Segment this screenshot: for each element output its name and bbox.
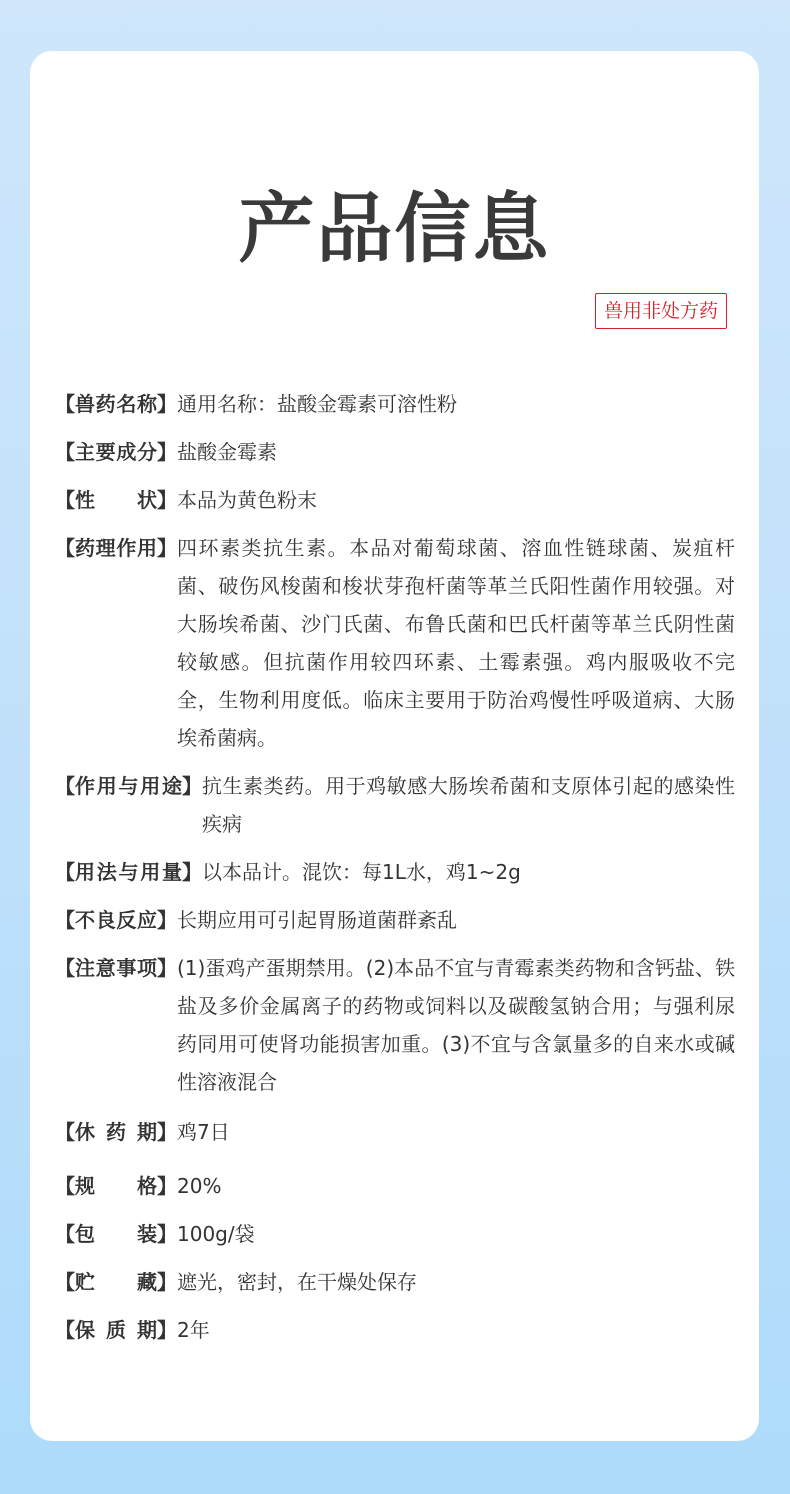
- info-row-withdrawal-period: [55, 1113, 735, 1151]
- info-label: 【不良反应】: [55, 908, 177, 932]
- info-row-specification: [55, 1167, 735, 1205]
- info-value: (1)蛋鸡产蛋期禁用。(2)本品不宜与青霉素类药物和含钙盐、铁盐及多价金属离子的药物或饲料以及碳酸氢钠合用；与强利尿药同用可使肾功能损害加重。(3)不宜与含氯量多的自来水或碱性溶液混合: [177, 956, 735, 1094]
- info-value: 以本品计。混饮：每1L水，鸡1~2g: [202, 860, 521, 884]
- info-value: 盐酸金霉素: [177, 440, 277, 464]
- info-row-appearance: [55, 481, 735, 519]
- info-value: 本品为黄色粉末: [177, 488, 317, 512]
- info-row-shelf-life: [55, 1311, 735, 1349]
- info-label: 【用法与用量】: [55, 860, 202, 884]
- info-row-drug-name: [55, 385, 735, 423]
- info-label: 【休 药 期】: [55, 1120, 177, 1144]
- page-title: 产品信息: [238, 184, 551, 273]
- product-info-card: [30, 51, 759, 1441]
- info-value: 通用名称：盐酸金霉素可溶性粉: [177, 392, 457, 416]
- info-list: [55, 385, 735, 1349]
- info-row-indications: [55, 767, 735, 843]
- info-label: 【药理作用】: [55, 536, 177, 560]
- info-value: 长期应用可引起胃肠道菌群紊乱: [177, 908, 457, 932]
- info-value: 20%: [177, 1174, 222, 1198]
- info-label: 【兽药名称】: [55, 392, 177, 416]
- info-label: 【保 质 期】: [55, 1318, 177, 1342]
- info-label: 【性 状】: [55, 488, 177, 512]
- info-value: 抗生素类药。用于鸡敏感大肠埃希菌和支原体引起的感染性疾病: [202, 774, 735, 836]
- info-label: 【包 装】: [55, 1222, 177, 1246]
- info-label: 【作用与用途】: [55, 774, 202, 798]
- info-label: 【注意事项】: [55, 956, 177, 980]
- info-row-adverse-reactions: [55, 901, 735, 939]
- info-row-package: [55, 1215, 735, 1253]
- info-row-ingredients: [55, 433, 735, 471]
- info-value: 100g/袋: [177, 1222, 255, 1246]
- info-value: 四环素类抗生素。本品对葡萄球菌、溶血性链球菌、炭疽杆菌、破伤风梭菌和梭状芽孢杆菌等革兰氏阳性菌作用较强。对大肠埃希菌、沙门氏菌、布鲁氏菌和巴氏杆菌等革兰氏阴性菌较敏感。但抗菌作用较四环素、土霉素强。鸡内服吸收不完全，生物利用度低。临床主要用于防治鸡慢性呼吸道病、大肠埃希菌病。: [177, 536, 735, 750]
- info-row-precautions: [55, 949, 735, 1101]
- info-value: 遮光，密封，在干燥处保存: [177, 1270, 417, 1294]
- info-value: 2年: [177, 1318, 210, 1342]
- info-label: 【贮 藏】: [55, 1270, 177, 1294]
- info-label: 【主要成分】: [55, 440, 177, 464]
- info-value: 鸡7日: [177, 1120, 230, 1144]
- info-row-pharmacology: [55, 529, 735, 757]
- info-row-storage: [55, 1263, 735, 1301]
- otc-vet-badge: 兽用非处方药: [595, 293, 727, 329]
- info-label: 【规 格】: [55, 1174, 177, 1198]
- info-row-dosage: [55, 853, 735, 891]
